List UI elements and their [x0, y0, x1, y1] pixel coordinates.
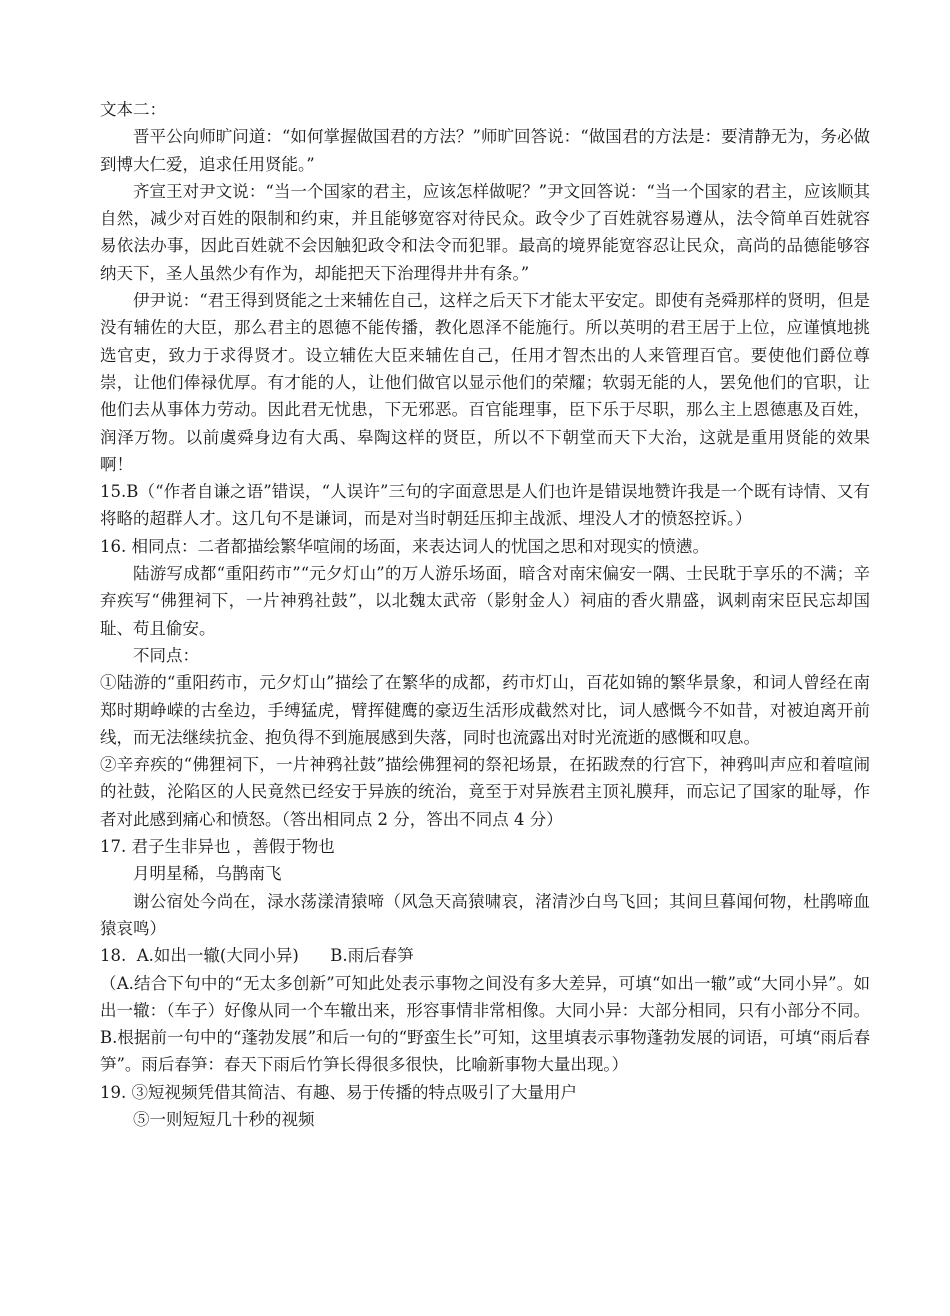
q17-line-2: 月明星稀，乌鹊南飞	[133, 864, 282, 884]
q17-line-3: 谢公宿处今尚在，渌水荡漾清猿啼（风急天高猿啸哀，渚清沙白鸟飞回；其间旦暮闻何物，杜鹃啼血猿哀鸣）	[100, 891, 870, 938]
q19-line-2: ⑤一则短短几十秒的视频	[133, 1109, 315, 1129]
text2-paragraph-2: 齐宣王对尹文说：“当一个国家的君主，应该怎样做呢？”尹文回答说：“当一个国家的君主，应该顺其自然，减少对百姓的限制和约束，并且能够宽容对待民众。政令少了百姓就容易遵从，法令简单百姓就容易依法办事，因此百姓就不会因触犯政令和法令而犯罪。最高的境界能宽容忍让民众，高尚的品德能够容纳天下，圣人虽然少有作为，却能把天下治理得井井有条。”	[100, 181, 870, 283]
q19-line-1: 19. ③短视频凭借其简洁、有趣、易于传播的特点吸引了大量用户	[100, 1082, 577, 1102]
section-heading: 文本二：	[100, 100, 166, 119]
q16-difference-1: ①陆游的“重阳药市，元夕灯山”描绘了在繁华的成都，药市灯山，百花如锦的繁华景象，和词人曾经在南郑时期峥嵘的古垒边，手缚猛虎，臂挥健鹰的豪迈生活形成截然对比，词人感慨今不如昔，对被迫离开前线，而无法继续抗金、抱负得不到施展感到失落，同时也流露出对时光流逝的感慨和叹息。	[100, 673, 870, 747]
q16-difference-2: ②辛弃疾的“佛狸祠下，一片神鸦社鼓”描绘佛狸祠的祭祀场景，在拓跋焘的行宫下，神鸦叫声应和着喧闹的社鼓，沦陷区的人民竟然已经安于异族的统治，竟至于对异族君主顶礼膜拜，而忘记了国家的耻辱，作者对此感到痛心和愤怒。（答出相同点 2 分，答出不同点 4 分）	[100, 755, 870, 829]
q18-answer: 18. A.如出一辙(大同小异) B.雨后春笋	[100, 946, 414, 966]
answer-document	[100, 96, 870, 1133]
q16-similarity-detail: 陆游写成都“重阳药市”“元夕灯山”的万人游乐场面，暗含对南宋偏安一隅、士民耽于享乐的不满；辛弃疾写“佛狸祠下，一片神鸦社鼓”，以北魏太武帝（影射金人）祠庙的香火鼎盛，讽刺南宋臣民忘却国耻、苟且偷安。	[100, 564, 870, 638]
q18-explanation: （A.结合下句中的“无太多创新”可知此处表示事物之间没有多大差异，可填“如出一辙”或“大同小异”。如出一辙：（车子）好像从同一个车辙出来，形容事情非常相像。大同小异：大部分相同，只有小部分不同。B.根据前一句中的“蓬勃发展”和后一句的“野蛮生长”可知，这里填表示事物蓬勃发展的词语，可填“雨后春笋”。雨后春笋：春天下雨后竹笋长得很多很快，比喻新事物大量出现。）	[100, 973, 870, 1075]
q16-difference-label: 不同点：	[133, 645, 199, 665]
text2-paragraph-3: 伊尹说：“君王得到贤能之士来辅佐自己，这样之后天下才能太平安定。即使有尧舜那样的贤明，但是没有辅佐的大臣，那么君主的恩德不能传播，教化恩泽不能施行。所以英明的君王居于上位，应谨慎地挑选官吏，致力于求得贤才。设立辅佐大臣来辅佐自己，任用才智杰出的人来管理百官。要使他们爵位尊崇，让他们俸禄优厚。有才能的人，让他们做官以显示他们的荣耀；软弱无能的人，罢免他们的官职，让他们去从事体力劳动。因此君无忧患，下无邪恶。百官能理事，臣下乐于尽职，那么主上恩德惠及百姓，润泽万物。以前虞舜身边有大禹、皋陶这样的贤臣，所以不下朝堂而天下大治，这就是重用贤能的效果啊！	[100, 291, 870, 474]
text2-paragraph-1: 晋平公向师旷问道：“如何掌握做国君的方法？”师旷回答说：“做国君的方法是：要清静无为，务必做到博大仁爱，追求任用贤能。”	[100, 127, 870, 174]
q17-line-1: 17. 君子生非异也 ，善假于物也	[100, 837, 335, 857]
q15-answer: 15.B（“作者自谦之语”错误，“人误许”三句的字面意思是人们也许是错误地赞许我是一个既有诗情、又有将略的超群人才。这几句不是谦词，而是对当时朝廷压抑主战派、埋没人才的愤怒控诉。）	[100, 482, 870, 529]
q16-similarity: 16. 相同点：二者都描绘繁华喧闹的场面，来表达词人的忧国之思和对现实的愤懑。	[100, 536, 709, 556]
